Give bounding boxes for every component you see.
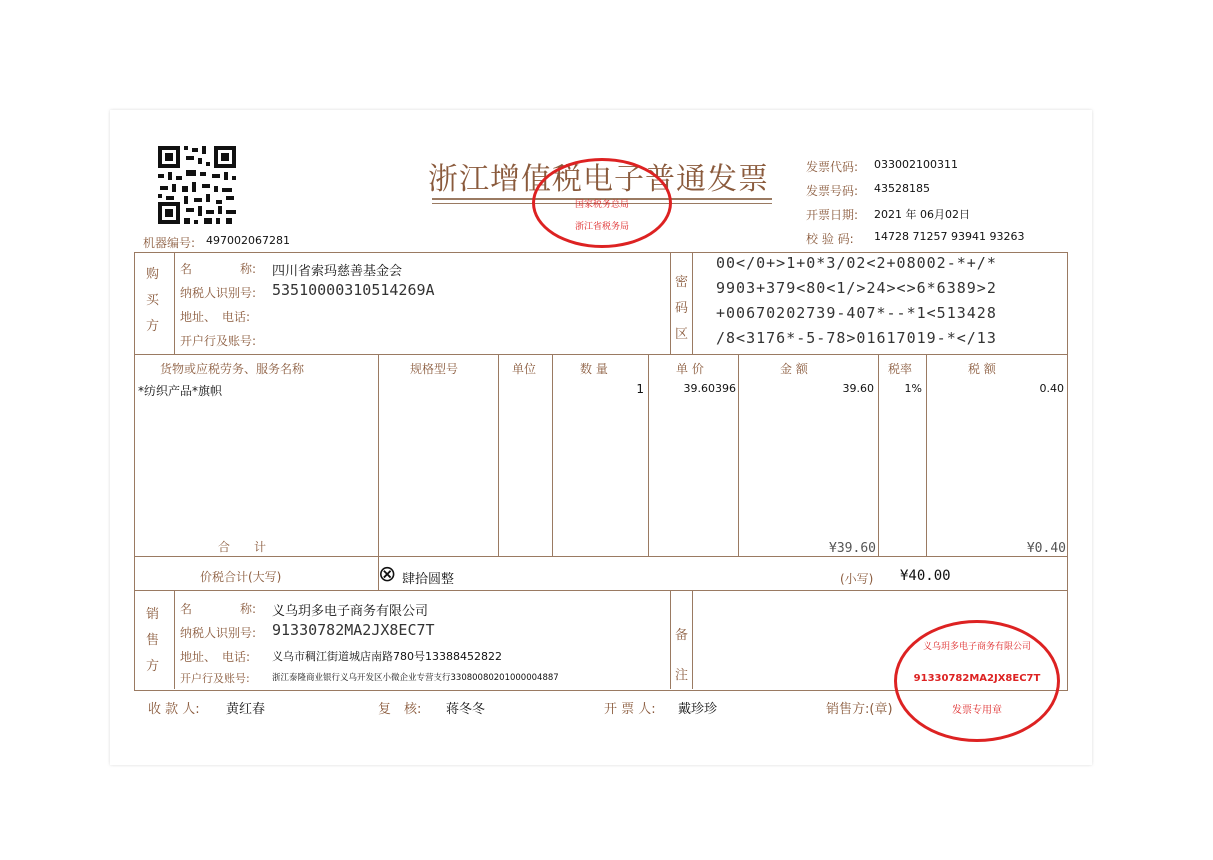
cipher-line: 9903+379<80<1/>24><>6*6389>2: [716, 279, 997, 297]
item-price: 39.60396: [683, 382, 736, 395]
invoice-code-label: 发票代码:: [806, 160, 859, 174]
stamp-text: 浙江省税务局: [574, 222, 629, 232]
item-qty: 1: [636, 382, 644, 396]
cipher-line: /8<3176*-5-78>01617019-*</13: [716, 329, 997, 347]
stamp-text: 国家税务总局: [574, 200, 629, 210]
seller-bank: 浙江泰隆商业银行义乌开发区小微企业专营支行33080080201000004887: [272, 673, 559, 683]
total-amount: ¥39.60: [829, 541, 876, 556]
col-amount-header: 金 额: [780, 362, 808, 376]
stamp-text: 发票专用章: [952, 705, 1002, 716]
tax-bureau-stamp: [532, 158, 672, 248]
item-rate: 1%: [904, 382, 922, 395]
invoice-title: 浙江增值税电子普通发票: [428, 162, 769, 197]
col-rate-header: 税率: [888, 362, 913, 376]
buyer-tax-id: 53510000310514269A: [272, 281, 435, 299]
invoice-date: 2021 年 06月02日: [874, 208, 970, 221]
seller-stamp-label: 销售方:(章): [826, 702, 893, 717]
seller-invoice-stamp: [894, 620, 1060, 742]
invoice-date-label: 开票日期:: [806, 208, 859, 222]
invoice-number-label: 发票号码:: [806, 184, 859, 198]
col-tax-header: 税 额: [968, 362, 996, 376]
seller-side-label: 销售方: [146, 607, 160, 674]
cipher-line: +00670202739-407*--*1<513428: [716, 304, 997, 322]
total-small-label: (小写): [840, 572, 874, 586]
seller-address-label: 地址、 电话:: [180, 650, 251, 664]
check-code-label: 校 验 码:: [806, 232, 854, 246]
buyer-tax-label: 纳税人识别号:: [180, 286, 257, 300]
seller-tax-id: 91330782MA2JX8EC7T: [272, 621, 435, 639]
qr-code-icon: [156, 144, 238, 226]
machine-number: 497002067281: [206, 234, 290, 247]
item-tax: 0.40: [1039, 382, 1064, 395]
check-code: 14728 71257 93941 93263: [874, 230, 1025, 243]
col-price-header: 单 价: [676, 362, 704, 376]
stamp-text: 91330782MA2JX8EC7T: [913, 673, 1041, 684]
total-words-label: 价税合计(大写): [200, 570, 282, 584]
reviewer: 蒋冬冬: [446, 702, 486, 717]
seller-tax-label: 纳税人识别号:: [180, 626, 257, 640]
item-name: *纺织产品*旗帜: [138, 384, 223, 398]
col-name-header: 货物或应税劳务、服务名称: [160, 362, 305, 376]
machine-number-label: 机器编号:: [143, 236, 196, 250]
cipher-line: 00</0+>1+0*3/02<2+08002-*+/*: [716, 254, 997, 272]
drawer-label: 开 票 人:: [604, 702, 656, 717]
total-words: 肆拾圆整: [402, 572, 455, 587]
invoice-paper: [110, 110, 1092, 765]
item-amount: 39.60: [842, 382, 874, 395]
seller-name: 义乌玥多电子商务有限公司: [272, 604, 429, 619]
invoice-code: 033002100311: [874, 158, 958, 171]
payee-label: 收 款 人:: [148, 702, 200, 717]
cross-circle-icon: ⊗: [378, 562, 397, 587]
drawer: 戴珍珍: [678, 702, 718, 717]
seller-bank-label: 开户行及账号:: [180, 672, 250, 685]
stamp-text: 义乌玥多电子商务有限公司: [922, 642, 1031, 652]
reviewer-label: 复 核:: [378, 702, 422, 717]
total-small: ¥40.00: [900, 568, 951, 584]
cipher-block: [716, 254, 997, 354]
buyer-bank-label: 开户行及账号:: [180, 334, 257, 348]
seller-address: 义乌市稠江街道城店南路780号13388452822: [272, 650, 502, 663]
remark-label: 备注: [675, 628, 689, 683]
buyer-address-label: 地址、 电话:: [180, 310, 251, 324]
seller-name-label: 名 称:: [180, 602, 257, 616]
col-unit-header: 单位: [512, 362, 537, 376]
cipher-label: 密码区: [675, 275, 689, 342]
col-spec-header: 规格型号: [410, 362, 459, 376]
total-label: 合 计: [218, 540, 267, 554]
buyer-side-label: 购买方: [146, 267, 160, 334]
total-tax: ¥0.40: [1026, 541, 1066, 556]
buyer-name-label: 名 称:: [180, 262, 257, 276]
col-qty-header: 数 量: [580, 362, 608, 376]
payee: 黄红春: [226, 702, 266, 717]
buyer-name: 四川省索玛慈善基金会: [272, 264, 403, 279]
invoice-number: 43528185: [874, 182, 930, 195]
